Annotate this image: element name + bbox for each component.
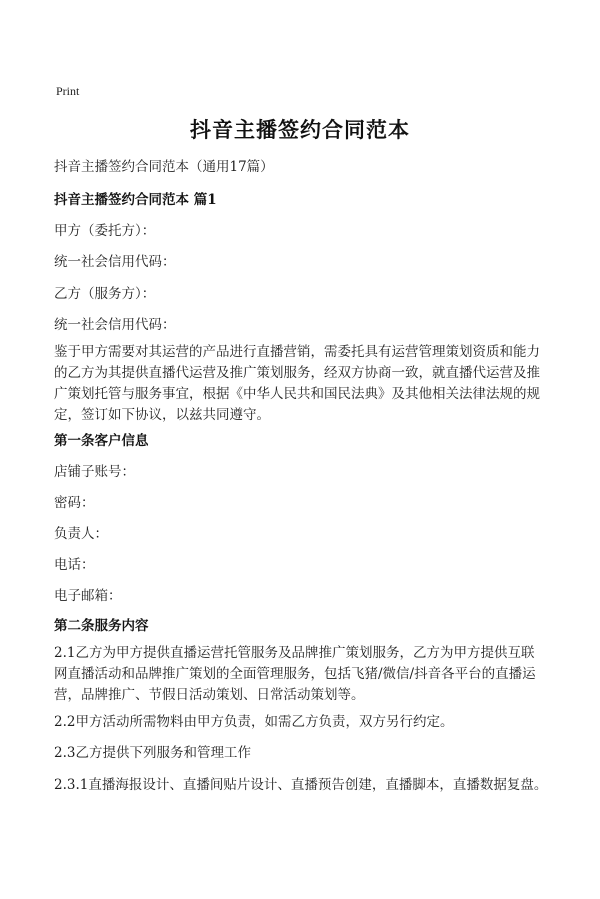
intro-line: 广策划托管与服务事宜，根据《中华人民共和国民法典》及其他相关法律法规的规 (54, 386, 540, 402)
party-a-credit-code-label: 统一社会信用代码： (54, 254, 176, 270)
shop-account-label: 店铺子账号： (54, 464, 135, 480)
clause-2-1-line: 营，品牌推广、节假日活动策划、日常活动策划等。 (54, 687, 365, 703)
intro-paragraph (54, 342, 548, 426)
party-b-label: 乙方（服务方）： (54, 286, 156, 302)
email-label: 电子邮箱： (54, 588, 122, 604)
clause-2-3: 2.3乙方提供下列服务和管理工作 (54, 745, 251, 761)
party-a-label: 甲方（委托方）： (54, 223, 156, 239)
article-1-heading: 第一条客户信息 (54, 433, 149, 449)
clause-2-3-1: 2.3.1直播海报设计、直播间贴片设计、直播预告创建，直播脚本，直播数据复盘。 (54, 777, 548, 793)
intro-line: 鉴于甲方需要对其运营的产品进行直播营销，需委托具有运营管理策划资质和能力 (54, 344, 540, 360)
document-title: 抖音主播签约合同范本 (190, 117, 410, 142)
person-in-charge-label: 负责人： (54, 526, 108, 542)
document-subtitle: 抖音主播签约合同范本（通用17篇） (54, 159, 274, 175)
intro-line: 定，签订如下协议，以兹共同遵守。 (54, 407, 270, 423)
phone-label: 电话： (54, 557, 95, 573)
clause-2-1-line: 网直播活动和品牌推广策划的全面管理服务，包括飞猪/微信/抖音各平台的直播运 (54, 666, 536, 682)
intro-line: 的乙方为其提供直播代运营及推广策划服务，经双方协商一致，就直播代运营及推 (54, 365, 540, 381)
section-heading: 抖音主播签约合同范本 篇1 (54, 192, 217, 208)
article-2-heading: 第二条服务内容 (54, 618, 149, 634)
password-label: 密码： (54, 495, 95, 511)
clause-2-2: 2.2甲方活动所需物料由甲方负责，如需乙方负责，双方另行约定。 (54, 714, 454, 730)
party-b-credit-code-label: 统一社会信用代码： (54, 317, 176, 333)
print-label: Print (56, 84, 80, 98)
clause-2-1-paragraph (54, 643, 548, 706)
clause-2-1-line: 2.1乙方为甲方提供直播运营托管服务及品牌推广策划服务，乙方为甲方提供互联 (54, 645, 535, 661)
